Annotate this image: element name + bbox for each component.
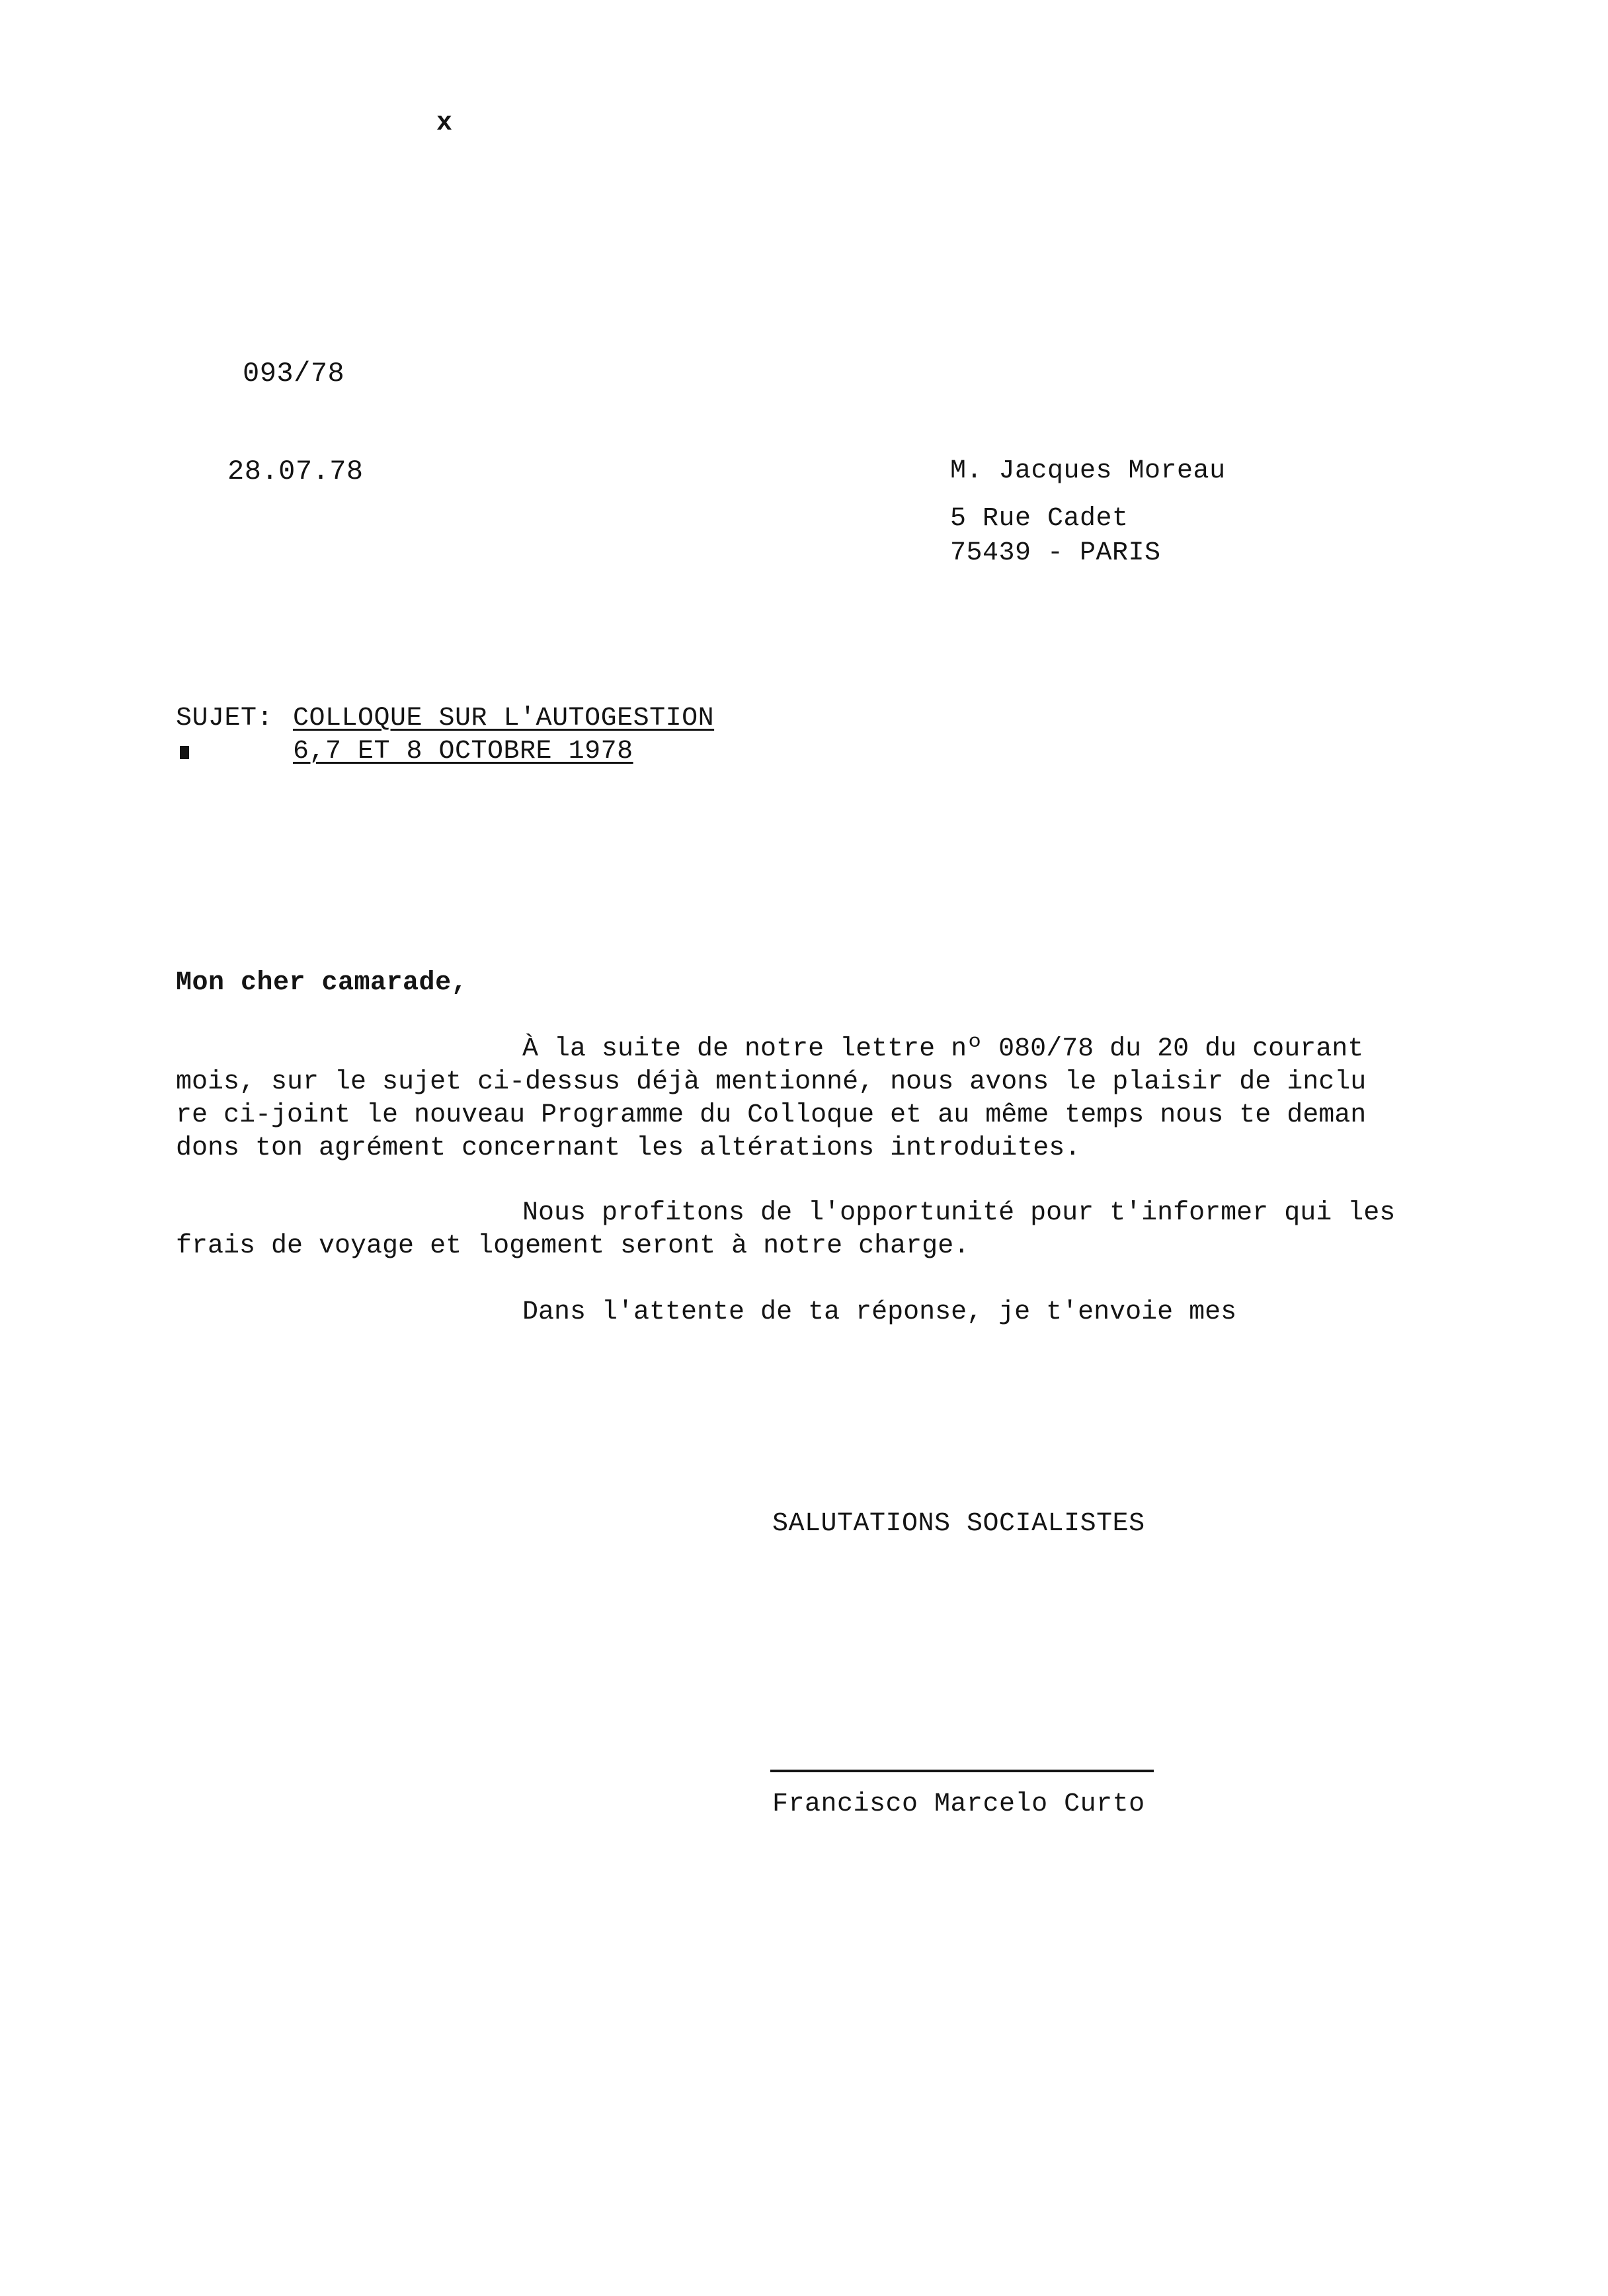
subject-dates: 6,7 ET 8 OCTOBRE 1978: [293, 737, 633, 766]
paragraph-1-line-3: re ci-joint le nouveau Programme du Colloque et au même temps nous te deman: [176, 1100, 1367, 1130]
recipient-street: 5 Rue Cadet: [950, 504, 1129, 534]
body-paragraph-1: [176, 1033, 1498, 1165]
paragraph-3-line-1: Dans l'attente de ta réponse, je t'envoie mes: [522, 1297, 1237, 1327]
paragraph-1-line-1: À la suite de notre lettre nº 080/78 du 20 du courant: [522, 1034, 1364, 1064]
paragraph-2-line-1: Nous profitons de l'opportunité pour t'informer qui les: [522, 1198, 1396, 1228]
subject-bullet-mark: [180, 746, 189, 759]
corner-mark: x: [436, 108, 453, 138]
salutation: Mon cher camarade,: [176, 968, 468, 998]
signer-name: Francisco Marcelo Curto: [772, 1789, 1145, 1819]
body-paragraph-2: [176, 1197, 1498, 1263]
closing-phrase: SALUTATIONS SOCIALISTES: [772, 1509, 1145, 1539]
recipient-name: M. Jacques Moreau: [950, 456, 1226, 486]
paragraph-2-line-2: frais de voyage et logement seront à notre charge.: [176, 1231, 970, 1261]
subject-title: COLLOQUE SUR L'AUTOGESTION: [293, 704, 715, 733]
recipient-city: 75439 - PARIS: [950, 538, 1161, 568]
paragraph-1-line-4: dons ton agrément concernant les altérations introduites.: [176, 1133, 1081, 1163]
paragraph-1-line-2: mois, sur le sujet ci-dessus déjà mentionné, nous avons le plaisir de inclu: [176, 1067, 1367, 1097]
reference-number: 093/78: [243, 358, 345, 390]
body-paragraph-3: [176, 1296, 1498, 1329]
letter-date: 28.07.78: [227, 456, 364, 487]
subject-label: SUJET:: [176, 704, 274, 733]
signature-line: [770, 1770, 1154, 1772]
